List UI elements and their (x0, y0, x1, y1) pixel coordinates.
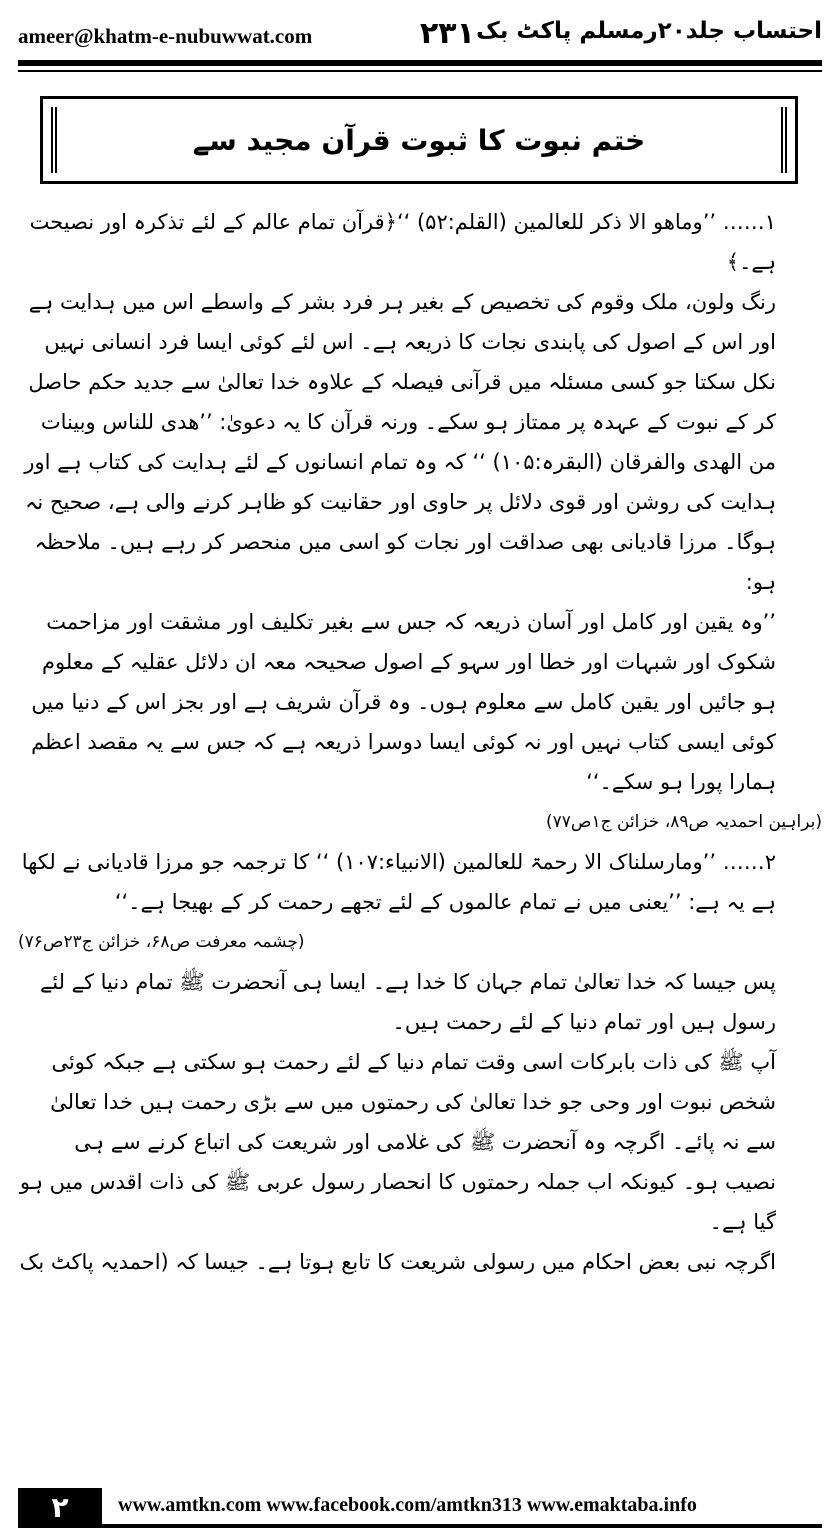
verse-2: ۲…… ’’ومارسلناک الا رحمۃ للعالمین (الانبیاء:۱۰۷) ‘‘ کا ترجمہ جو مرزا قادیانی نے لکھا ہے یہ ہے: ’’یعنی میں نے تمام عالموں کے لئے تجھے رحمت کر کے بھیجا ہے۔‘‘ (21, 850, 776, 914)
title-inner-frame (51, 107, 787, 173)
page-title: ختم نبوت کا ثبوت قرآن مجید سے (192, 123, 646, 157)
page-header (18, 14, 822, 54)
paragraph-1: رنگ ولون، ملک وقوم کی تخصیص کے بغیر ہر فرد بشر کے واسطے اس میں ہدایت ہے اور اس کے اصول کی پابندی نجات کا ذریعہ ہے۔ اس لئے کوئی ایسا فرد انسانی نہیں نکل سکتا جو کسی مسئلہ میں قرآنی فیصلہ کے علاوہ خدا تعالیٰ سے جدید حکم حاصل کر کے نبوت کے عہدہ پر ممتاز ہو سکے۔ ورنہ قرآن کا یہ دعویٰ: ’’ھدی للناس وبینات من الھدی والفرقان (البقرہ:۱۰۵) ‘‘ کہ وہ تمام انسانوں کے لئے ہدایت کی کتاب ہے اور ہدایت کی روشن اور قوی دلائل پر حاوی اور حقانیت کو ظاہر کرنے والی ہے، صحیح نہ ہوگا۔ مرزا قادیانی بھی صداقت اور نجات کو اسی میں منحصر کر رہے ہیں۔ ملاحظہ ہو: (24, 290, 776, 594)
paragraph-2: پس جیسا کہ خدا تعالیٰ تمام جہان کا خدا ہے۔ ایسا ہی آنحضرت ﷺ تمام دنیا کے لئے رسول ہیں اور تمام دنیا کے لئے رحمت ہیں۔ (39, 970, 776, 1034)
paragraph-3: آپ ﷺ کی ذات بابرکات اسی وقت تمام دنیا کے لئے رحمت ہو سکتی ہے جبکہ کوئی شخص نبوت اور وحی جو خدا تعالیٰ کی رحمتوں میں سے بڑی رحمت ہیں خدا تعالیٰ سے نہ پائے۔ اگرچہ وہ آنحضرت ﷺ کی غلامی اور شریعت کی اتباع کرنے سے ہی نصیب ہو۔ کیونکہ اب جملہ رحمتوں کا انحصار رسول عربی ﷺ کی ذات اقدس میں ہو گیا ہے۔ (19, 1050, 776, 1234)
paragraph-4: اگرچہ نبی بعض احکام میں رسولی شریعت کا تابع ہوتا ہے۔ جیسا کہ (احمدیہ پاکٹ بک (19, 1250, 776, 1274)
quote-1: ’’وہ یقین اور کامل اور آسان ذریعہ کہ جس سے بغیر تکلیف اور مشقت اور مزاحمت شکوک اور شبہات اور خطا اور سہو کے اصول صحیحہ معہ ان دلائل عقلیہ کے معلوم ہو جائیں اور یقین کامل سے معلوم ہوں۔ وہ قرآن شریف ہے اور بجز اس کے دنیا میں کوئی ایسی کتاب نہیں اور نہ کوئی ایسا دوسرا ذریعہ ہے کہ جس سے یہ مقصد اعظم ہمارا پورا ہو سکے۔‘‘ (31, 610, 776, 794)
body-text (18, 202, 822, 1282)
header-rule-thick (18, 60, 822, 66)
header-email[interactable]: ameer@khatm-e-nubuwwat.com (18, 24, 313, 48)
verse-1: ۱…… ’’وماھو الا ذکر للعالمین (القلم:۵۲) ‘‘﴿قرآن تمام عالم کے لئے تذکرہ اور نصیحت ہے۔﴾ (29, 210, 776, 274)
header-rule-thin (18, 70, 822, 72)
footer-page-number: ۲ (18, 1488, 102, 1528)
header-book-title: احتساب جلد۲۰رمسلم پاکٹ بک (476, 18, 822, 44)
reference-1: (براہین احمدیہ ص۸۹، خزائن ج۱ص۷۷) (546, 812, 822, 832)
footer-rule (102, 1524, 822, 1528)
header-page-number: ۲۳۱ (420, 16, 475, 51)
title-frame (40, 96, 798, 184)
footer-links[interactable]: www.amtkn.com www.facebook.com/amtkn313 www.emaktaba.info (118, 1494, 697, 1516)
reference-2: (چشمہ معرفت ص۶۸، خزائن ج۲۳ص۷۶) (18, 932, 305, 952)
page-footer (18, 1488, 822, 1528)
